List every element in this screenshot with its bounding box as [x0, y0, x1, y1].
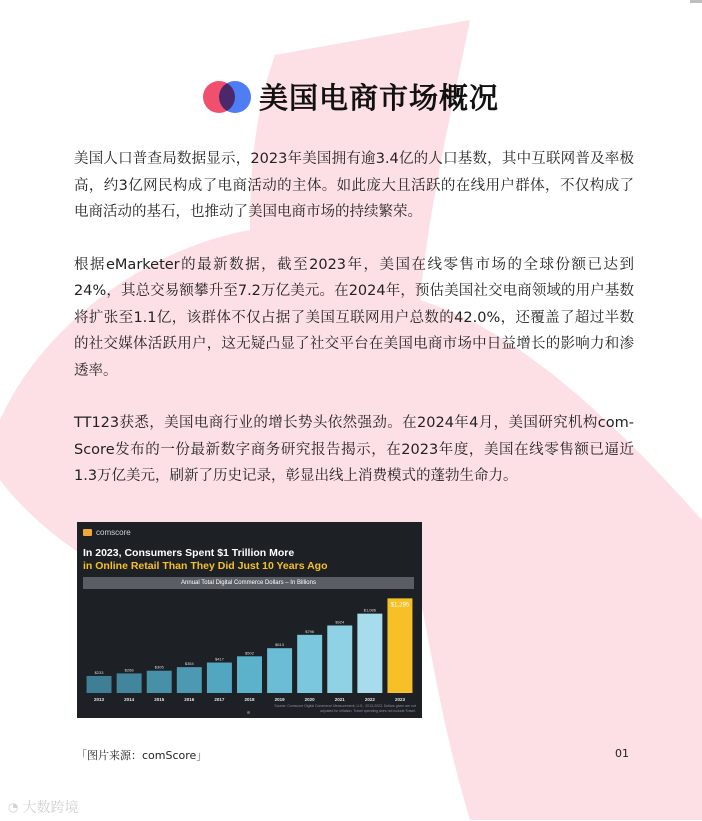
corner-mark [690, 0, 702, 3]
bar-2022 [357, 614, 382, 693]
bar-value-label: $268 [124, 667, 134, 673]
paragraph: TT123获悉，美国电商行业的增长势头依然强劲。在2024年4月，美国研究机构com-Score发布的一份最新数字商务研究报告揭示，在2023年度，美国在线零售额已逼近1.3万亿美元，刷新了历史记录，彰显出线上消费模式的蓬勃生命力。 [74, 415, 634, 484]
x-tick-label: 2017 [214, 697, 225, 702]
page-title: 美国电商市场概况 [258, 81, 499, 115]
x-tick-label: 2021 [334, 697, 345, 702]
paragraph: 美国人口普查局数据显示，2023年美国拥有逾3.4亿的人口基数，其中互联网普及率极高，约3亿网民构成了电商活动的主体。如此庞大且活跃的在线用户群体，不仅构成了电商活动的基石，也推动了美国电商市场的持续繁荣。 [74, 151, 634, 220]
x-tick-label: 2014 [124, 697, 135, 702]
bar-2013 [87, 676, 112, 693]
x-tick-label: 2019 [274, 697, 285, 702]
page-header [0, 76, 702, 117]
bar-value-label: $417 [214, 656, 224, 662]
comscore-brand-label: comscore [96, 528, 131, 537]
x-tick-label: 2018 [244, 697, 255, 702]
bar-2015 [147, 671, 172, 693]
x-tick-label: 2013 [94, 697, 105, 702]
comscore-chart-image [77, 522, 422, 718]
x-tick-label: 2022 [364, 697, 375, 702]
chart-title: In 2023, Consumers Spent $1 Trillion More [83, 547, 295, 559]
bar-value-label: $613 [275, 642, 285, 648]
bar-value-label: $1,295 [390, 602, 410, 609]
chart-subtitle: in Online Retail Than They Did Just 10 Years Ago [83, 560, 328, 572]
bar-value-label: $1,086 [363, 607, 376, 613]
chart-footnote: Source: Comscore Digital Commerce Measurement, U.S., 2013-2023. Dollars given are not adjusted for inflation. Travel spending does not include Travel. [274, 704, 416, 713]
article-body [74, 146, 634, 516]
watermark-text: 大数跨境 [22, 800, 79, 816]
bar-value-label: $354 [184, 661, 194, 667]
x-tick-label: 2023 [394, 697, 405, 702]
bar-2020 [297, 635, 322, 693]
watermark [8, 797, 78, 817]
bar-value-label: $924 [335, 619, 345, 625]
x-tick-label: 2016 [184, 697, 195, 702]
bar-2017 [207, 663, 232, 693]
bar-2023 [387, 598, 412, 693]
chart-band-label: Annual Total Digital Commerce Dollars – In Billions [83, 577, 414, 589]
bar-2016 [177, 667, 202, 693]
watermark-logo-icon: ◔ [8, 800, 19, 814]
bar-2018 [237, 656, 262, 693]
bar-2019 [267, 648, 292, 693]
title-dots-icon [203, 80, 253, 114]
paragraph: 根据eMarketer的最新数据，截至2023年，美国在线零售市场的全球份额已达到24%，其总交易额攀升至7.2万亿美元。在2024年，预估美国社交电商领域的用户基数将扩张至1.1亿，该群体不仅占据了美国互联网用户总数的42.0%，还覆盖了超过半数的社交媒体活跃用户，这无疑凸显了社交平台在美国电商市场中日益增长的影响力和渗透率。 [74, 256, 634, 379]
image-caption: 「图片来源：comScore」 [76, 749, 208, 762]
bar-2014 [117, 673, 142, 693]
bar-value-label: $233 [94, 669, 104, 675]
bar-value-label: $796 [305, 628, 315, 634]
pager-dot [247, 711, 250, 714]
x-tick-label: 2020 [304, 697, 315, 702]
page-number: 01 [615, 747, 629, 760]
bar-value-label: $305 [154, 664, 164, 670]
x-tick-label: 2015 [154, 697, 165, 702]
bar-value-label: $502 [245, 650, 254, 656]
blue-dot-icon [219, 81, 251, 113]
bar-2021 [327, 625, 352, 693]
bar-chart [77, 522, 422, 718]
